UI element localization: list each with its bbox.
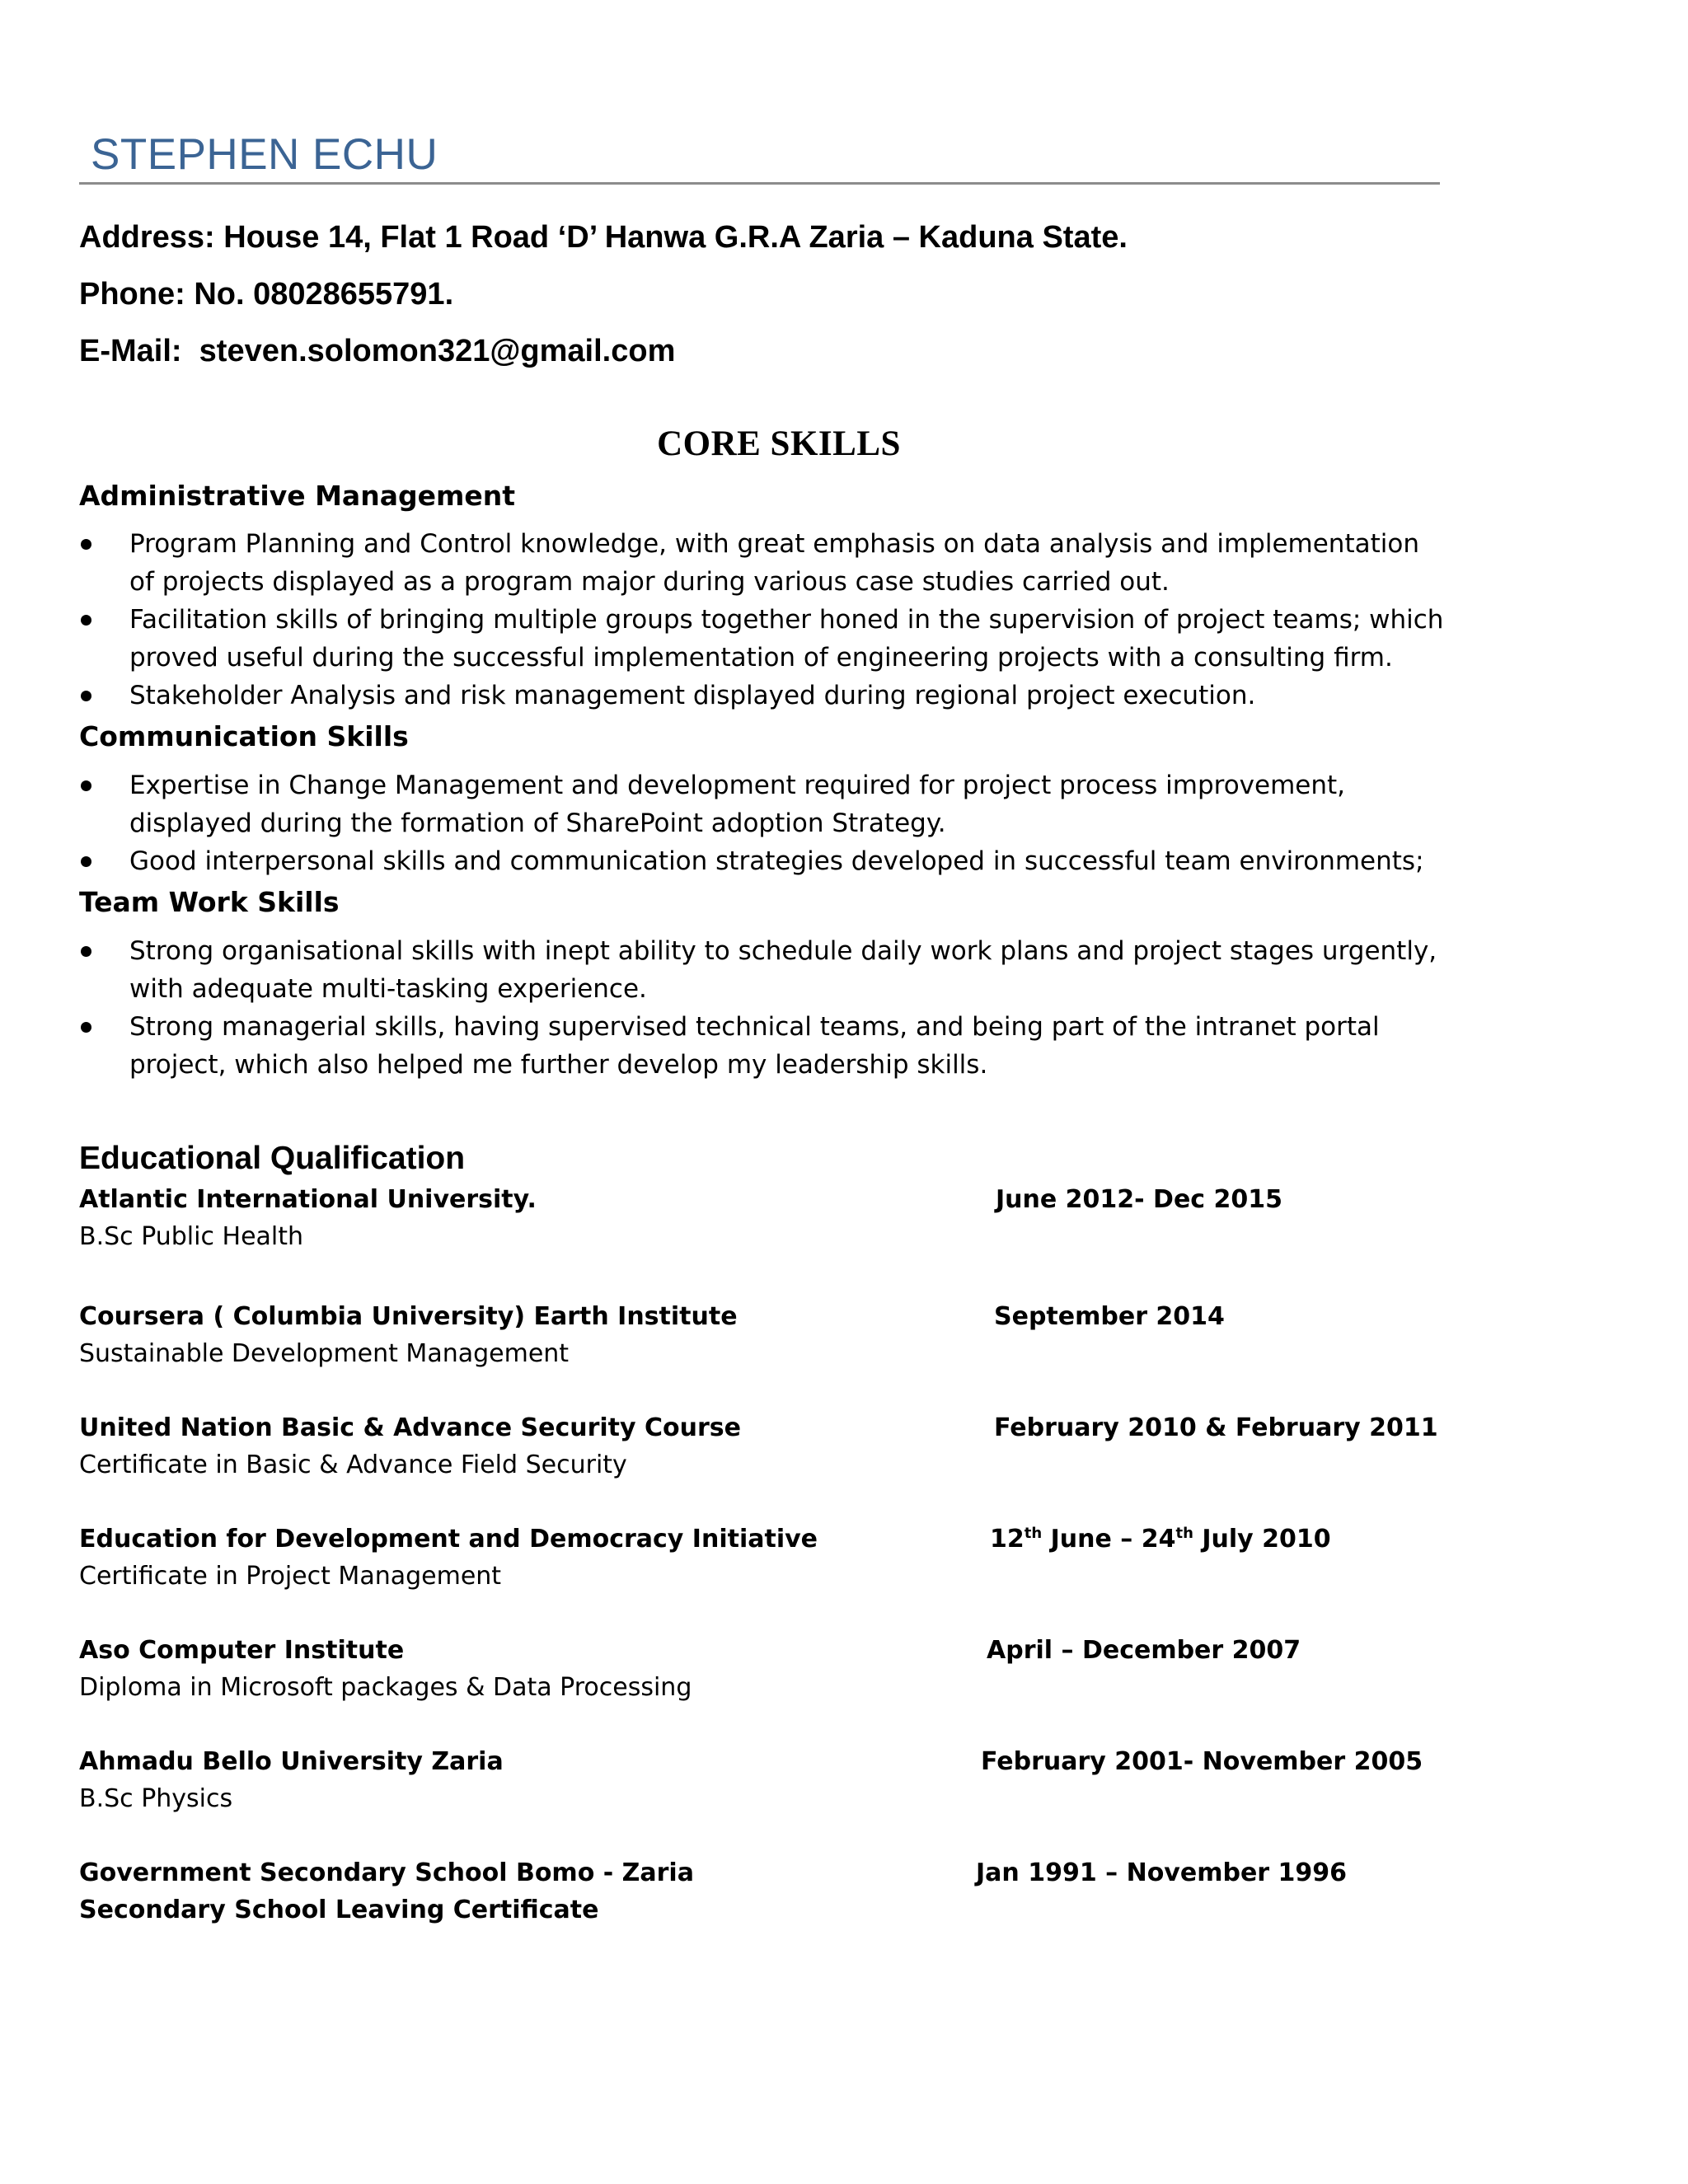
institution-name: Government Secondary School Bomo - Zaria (79, 1858, 694, 1887)
skill-section-heading: Communication Skills (79, 720, 409, 752)
qualification: Secondary School Leaving Certificate (79, 1896, 599, 1924)
institution-name: Aso Computer Institute (79, 1636, 405, 1665)
candidate-name: STEPHEN ECHU (91, 130, 438, 179)
bullet-icon (81, 780, 91, 791)
skill-bullet: Strong organisational skills with inept ability to schedule daily work plans and project stages urgently, with adequate multi-tasking experience. (129, 936, 1437, 1004)
institution-name: Education for Development and Democracy Initiative (79, 1525, 818, 1554)
bullet-icon (81, 1022, 91, 1033)
qualification: Sustainable Development Management (79, 1339, 570, 1368)
bullet-icon (81, 691, 91, 701)
skill-bullet: Good interpersonal skills and communication strategies developed in successful team environments; (129, 846, 1424, 876)
bullet-icon (81, 856, 91, 867)
institution-name: United Nation Basic & Advance Security Course (79, 1413, 741, 1442)
institution-name: Coursera ( Columbia University) Earth Institute (79, 1302, 738, 1331)
email-line: E-Mail: steven.solomon321@gmail.com (79, 334, 676, 368)
qualification: Diploma in Microsoft packages & Data Processing (79, 1673, 692, 1702)
education-dates: 12th June – 24th July 2010 (990, 1525, 1331, 1554)
qualification: Certificate in Basic & Advance Field Security (79, 1451, 627, 1479)
skill-bullet: Expertise in Change Management and development required for project process improvement, displayed during the formation of SharePoint adoption Strategy. (129, 771, 1346, 838)
skill-section-heading: Team Work Skills (79, 886, 340, 918)
qualification: Certificate in Project Management (79, 1562, 502, 1591)
bullet-icon (81, 539, 91, 550)
institution-name: Atlantic International University. (79, 1185, 537, 1214)
institution-name: Ahmadu Bello University Zaria (79, 1747, 504, 1776)
core-skills-heading: CORE SKILLS (657, 424, 901, 463)
qualification: B.Sc Public Health (79, 1222, 304, 1251)
skill-section-heading: Administrative Management (79, 480, 515, 512)
skill-bullet: Program Planning and Control knowledge, with great emphasis on data analysis and implementation of projects displayed as a program major during various case studies carried out. (129, 529, 1419, 597)
skill-bullet: Strong managerial skills, having supervised technical teams, and being part of the intranet portal project, which also helped me further develop my leadership skills. (129, 1012, 1380, 1080)
skill-bullet: Facilitation skills of bringing multiple groups together honed in the supervision of project teams; which proved useful during the successful implementation of engineering projects with a consulting firm. (129, 605, 1444, 673)
bullet-icon (81, 946, 91, 957)
education-dates: February 2010 & February 2011 (994, 1413, 1438, 1442)
bullet-icon (81, 615, 91, 626)
phone-line: Phone: No. 08028655791. (79, 277, 454, 312)
education-dates: February 2001- November 2005 (981, 1747, 1423, 1776)
education-dates: September 2014 (994, 1302, 1225, 1331)
education-dates: June 2012- Dec 2015 (996, 1185, 1283, 1214)
name-divider (79, 182, 1440, 185)
qualification: B.Sc Physics (79, 1784, 233, 1813)
education-heading: Educational Qualification (79, 1141, 466, 1176)
skill-bullet: Stakeholder Analysis and risk management displayed during regional project execution. (129, 681, 1256, 710)
education-dates: April – December 2007 (987, 1636, 1301, 1665)
education-dates: Jan 1991 – November 1996 (976, 1858, 1348, 1887)
address-line: Address: House 14, Flat 1 Road ‘D’ Hanwa G.R.A Zaria – Kaduna State. (79, 220, 1128, 255)
